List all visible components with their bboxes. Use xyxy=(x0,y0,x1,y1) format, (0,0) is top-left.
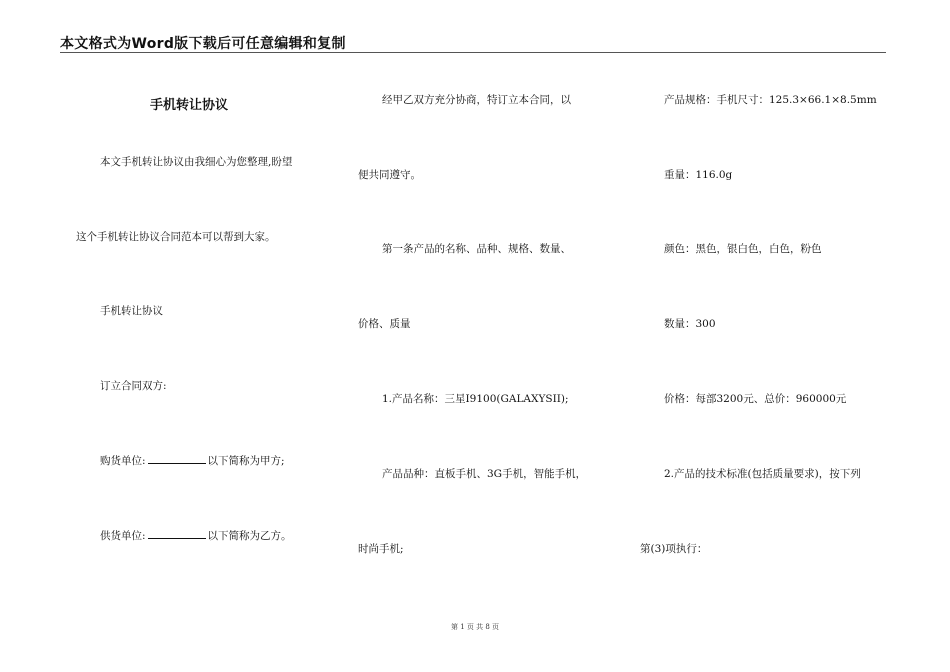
col2-line-2: 便共同遵守。 xyxy=(358,169,421,181)
seller-label: 供货单位: xyxy=(100,530,146,542)
page-number: 第 1 页 共 8 页 xyxy=(450,623,500,631)
header-divider xyxy=(60,52,886,53)
buyer-suffix: 以下简称为甲方; xyxy=(207,455,285,467)
col2-line-5: 1.产品名称：三星I9100(GALAXYSII); xyxy=(382,393,569,405)
col3-line-7: 第(3)项执行： xyxy=(640,543,708,555)
col3-line-5: 价格：每部3200元、总价：960000元 xyxy=(664,393,847,405)
parties-label: 订立合同双方: xyxy=(100,380,167,392)
col3-line-4: 数量：300 xyxy=(664,318,716,330)
col2-line-7: 时尚手机; xyxy=(358,543,404,555)
col3-line-1: 产品规格：手机尺寸：125.3×66.1×8.5mm xyxy=(664,94,877,106)
document-title: 手机转让协议 xyxy=(150,98,229,113)
page-header: 本文格式为Word版下载后可任意编辑和复制 xyxy=(60,36,346,52)
buyer-line xyxy=(100,454,285,468)
col3-line-2: 重量：116.0g xyxy=(664,169,733,181)
seller-suffix: 以下简称为乙方。 xyxy=(207,530,292,542)
buyer-label: 购货单位: xyxy=(100,455,146,467)
seller-line xyxy=(100,529,292,543)
col2-line-4: 价格、质量 xyxy=(358,318,411,330)
col2-line-6: 产品品种：直板手机、3G手机，智能手机， xyxy=(382,468,587,480)
col2-line-3: 第一条产品的名称、品种、规格、数量、 xyxy=(382,243,571,255)
buyer-blank-field xyxy=(148,454,206,464)
col3-line-3: 颜色：黑色，银白色，白色，粉色 xyxy=(664,243,822,255)
agreement-subtitle: 手机转让协议 xyxy=(100,305,163,317)
intro-line-1: 本文手机转让协议由我细心为您整理,盼望 xyxy=(100,156,293,168)
intro-line-2: 这个手机转让协议合同范本可以帮到大家。 xyxy=(76,231,276,243)
col2-line-1: 经甲乙双方充分协商，特订立本合同，以 xyxy=(382,94,571,106)
seller-blank-field xyxy=(148,529,206,539)
col3-line-6: 2.产品的技术标准(包括质量要求)，按下列 xyxy=(664,468,861,480)
